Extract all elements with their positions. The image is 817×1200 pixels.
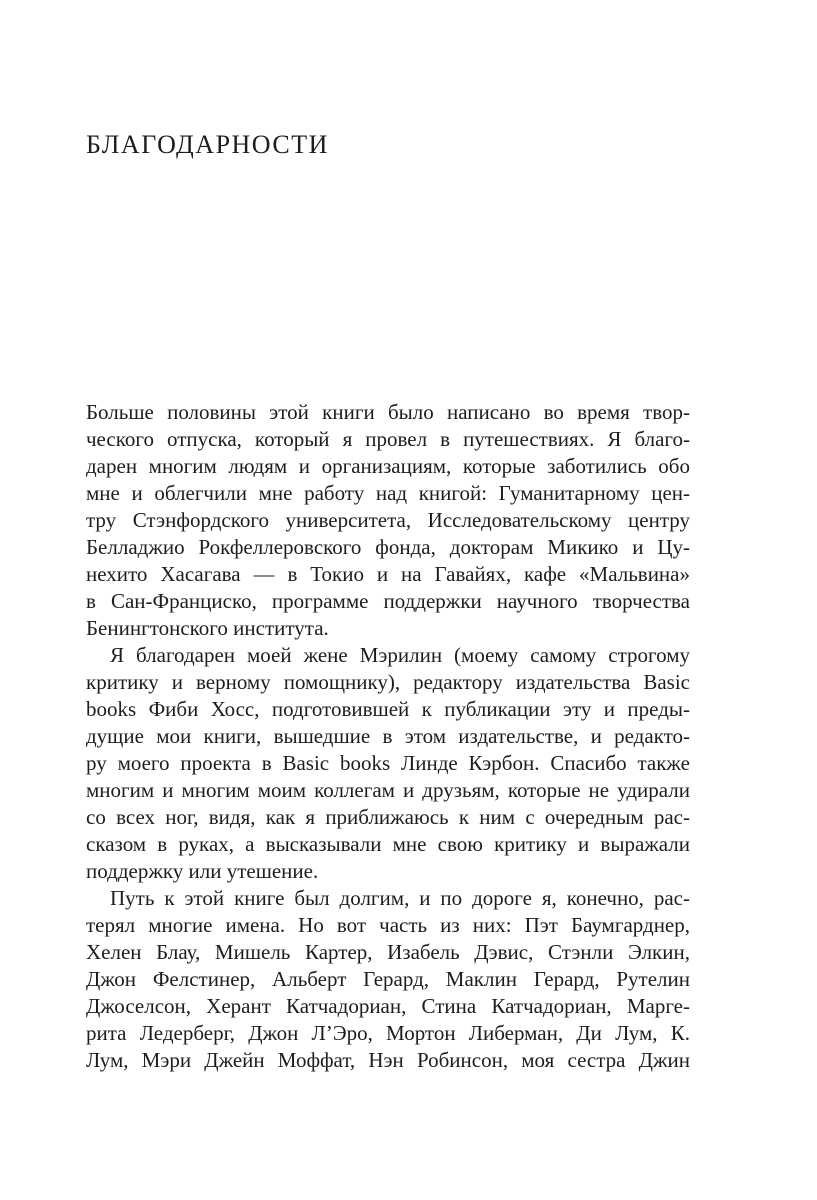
text-line: Белладжио Рокфеллеровского фонда, докторам Микико и Цу-: [86, 535, 690, 559]
text-line: рита Ледерберг, Джон Л’Эро, Мортон Либерман, Ди Лум, К.: [86, 1021, 690, 1045]
text-line: ческого отпуска, который я провел в путешествиях. Я благо-: [86, 427, 690, 451]
text-line: со всех ног, видя, как я приближаюсь к ним с очередным рас-: [86, 805, 690, 829]
text-line: нехито Хасагава — в Токио и на Гавайях, кафе «Мальвина»: [86, 562, 690, 586]
text-line: Лум, Мэри Джейн Моффат, Нэн Робинсон, моя сестра Джин: [86, 1048, 690, 1072]
text-line: критику и верному помощнику), редактору издательства Basic: [86, 670, 690, 694]
text-line: терял многие имена. Но вот часть из них: Пэт Баумгарднер,: [86, 913, 690, 937]
text-line: books Фиби Хосс, подготовившей к публикации эту и преды-: [86, 697, 690, 721]
text-line: поддержку или утешение.: [86, 859, 319, 883]
text-line: Я благодарен моей жене Мэрилин (моему самому строгому: [110, 643, 690, 667]
text-line: мне и облегчили мне работу над книгой: Гуманитарному цен-: [86, 481, 690, 505]
text-line: в Сан-Франциско, программе поддержки научного творчества: [86, 589, 690, 613]
text-line: многим и многим моим коллегам и друзьям, которые не удирали: [86, 778, 690, 802]
text-line: Путь к этой книге был долгим, и по дороге я, конечно, рас-: [110, 886, 690, 910]
text-line: Бенингтонского института.: [86, 616, 329, 640]
chapter-title: БЛАГОДАРНОСТИ: [86, 130, 329, 159]
text-line: тру Стэнфордского университета, Исследовательскому центру: [86, 508, 690, 532]
body-text: [86, 399, 690, 1074]
text-line: Хелен Блау, Мишель Картер, Изабель Дэвис, Стэнли Элкин,: [86, 940, 690, 964]
text-line: сказом в руках, а высказывали мне свою критику и выражали: [86, 832, 690, 856]
text-line: Больше половины этой книги было написано во время твор-: [86, 400, 690, 424]
text-line: Джоселсон, Херант Катчадориан, Стина Катчадориан, Марге-: [86, 994, 690, 1018]
text-line: дущие мои книги, вышедшие в этом издательстве, и редакто-: [86, 724, 690, 748]
text-line: дарен многим людям и организациям, которые заботились обо: [86, 454, 690, 478]
text-line: Джон Фелстинер, Альберт Герард, Маклин Герард, Рутелин: [86, 967, 690, 991]
text-line: ру моего проекта в Basic books Линде Кэрбон. Спасибо также: [86, 751, 690, 775]
